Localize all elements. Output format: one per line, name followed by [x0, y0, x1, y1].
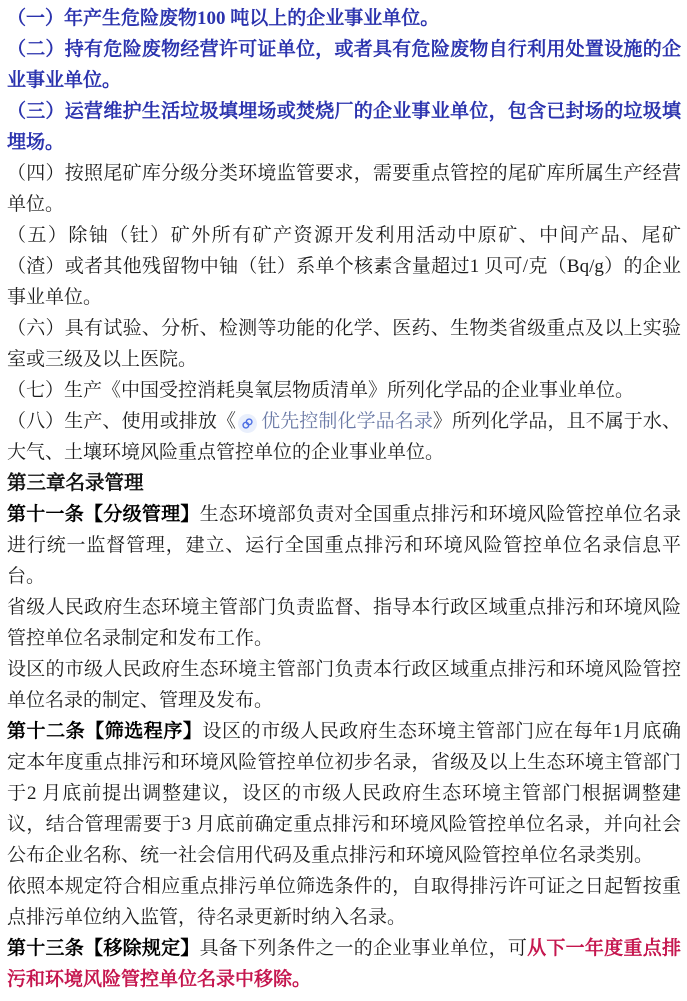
text-run-body: 依照本规定符合相应重点排污单位筛选条件的，自取得排污许可证之日起暂按重点排污单位纳入监管，待名录更新时纳入名录。 — [7, 876, 681, 928]
text-run-body: 生态环境部负责对全国重点排污和环境风险管控单位名录进行统一监督管理，建立、运行全国重点排污和环境风险管控单位名录信息平台。 — [7, 504, 681, 587]
text-run-body: 》所列化学品，且不属于水、大气、土壤环境风险重点管控单位的企业事业单位。 — [7, 411, 681, 463]
text-run-body: （七）生产《中国受控消耗臭氧层物质清单》所列化学品的企业事业单位。 — [7, 380, 635, 401]
text-run-blue-bold: （一）年产生危险废物100 吨以上的企业事业单位。 — [7, 8, 440, 29]
text-run-article-bold: 第十一条【分级管理】 — [7, 504, 200, 525]
text-run-body: （八）生产、使用或排放《 — [7, 411, 237, 432]
article-11-paragraph-2 — [7, 592, 681, 654]
text-run-body: （五）除铀（钍）矿外所有矿产资源开发利用活动中原矿、中间产品、尾矿（渣）或者其他残留物中铀（钍）系单个核素含量超过1 贝可/克（Bq/g）的企业事业单位。 — [7, 225, 681, 308]
text-run-chapter: 第三章名录管理 — [7, 472, 144, 494]
text-run-body: （六）具有试验、分析、检测等功能的化学、医药、生物类省级重点及以上实验室或三级及以上医院。 — [7, 318, 681, 370]
list-item-5 — [7, 220, 681, 313]
text-run-blue-bold: （二）持有危险废物经营许可证单位，或者具有危险废物自行利用处置设施的企业事业单位。 — [7, 39, 681, 91]
chapter-heading — [7, 468, 681, 499]
text-run-body: 设区的市级人民政府生态环境主管部门负责本行政区域重点排污和环境风险管控单位名录的制定、管理及发布。 — [7, 659, 681, 711]
list-item-2 — [7, 34, 681, 96]
text-run-article-bold: 第十三条【移除规定】 — [7, 938, 200, 959]
article-11-paragraph-3 — [7, 654, 681, 716]
article-11-paragraph — [7, 499, 681, 592]
list-item-1 — [7, 3, 681, 34]
text-run-body: 具备下列条件之一的企业事业单位，可 — [199, 938, 528, 959]
list-item-8 — [7, 406, 681, 468]
text-run-article-bold: 第十二条【筛选程序】 — [7, 721, 203, 742]
text-run-body: 设区的市级人民政府生态环境主管部门应在每年1月底确定本年度重点排污和环境风险管控单位初步名录，省级及以上生态环境主管部门于2 月底前提出调整建议，设区的市级人民政府生态环境主管部门根据调整建议，结合管理需要于3 月底前确定重点排污和环境风险管控单位名录，并向社会公布企业名称、统一社会信用代码及重点排污和环境风险管控单位名录类别。 — [7, 721, 681, 866]
article-12-paragraph — [7, 716, 681, 871]
list-item-7 — [7, 375, 681, 406]
list-item-6 — [7, 313, 681, 375]
text-run-body: （四）按照尾矿库分级分类环境监管要求，需要重点管控的尾矿库所属生产经营单位。 — [7, 163, 681, 215]
list-item-3 — [7, 96, 681, 158]
link-text: 优先控制化学品名录 — [261, 411, 433, 432]
list-item-4 — [7, 158, 681, 220]
article-12-paragraph-2 — [7, 871, 681, 933]
text-run-body: 省级人民政府生态环境主管部门负责监督、指导本行政区域重点排污和环境风险管控单位名录制定和发布工作。 — [7, 597, 681, 649]
text-run-red-bold: 从下一年度重点排污和环境风险管控单位名录中移除。 — [7, 938, 681, 990]
text-run-blue-bold: （三）运营维护生活垃圾填埋场或焚烧厂的企业事业单位，包含已封场的垃圾填埋场。 — [7, 101, 681, 153]
priority-chemicals-inline-link[interactable] — [236, 411, 433, 432]
article-13-paragraph — [7, 933, 681, 995]
link-icon — [238, 414, 257, 433]
